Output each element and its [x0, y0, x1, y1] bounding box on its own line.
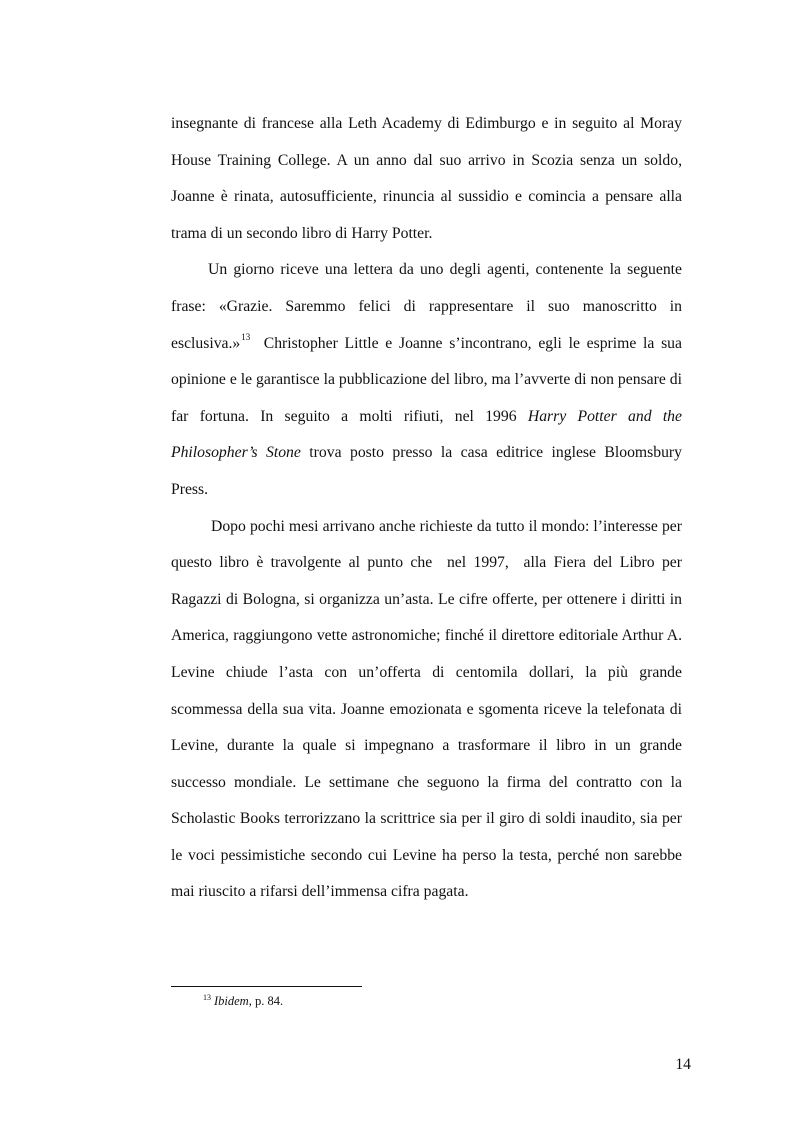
footnote	[203, 993, 283, 1009]
paragraph-2	[171, 252, 686, 508]
page-number: 14	[675, 1056, 691, 1073]
paragraph-2-text-b: Christopher Little e Joanne s’incontrano, egli le esprime la sua opinione e le garantisce la pubblicazione del libro, ma l’avverte di non pensare di far fortuna. In seguito a molti rifiuti, nel 1996	[171, 334, 686, 425]
body-text	[171, 106, 686, 911]
book-title: Harry Potter and the Philosopher’s Stone	[171, 407, 682, 462]
paragraph-3: Dopo pochi mesi arrivano anche richieste da tutto il mondo: l’interesse per questo libro è travolgente al punto che nel 1997, alla Fiera del Libro per Ragazzi di Bologna, si organizza un’asta. Le cifre offerte, per ottenere i diritti in America, raggiungono vette astronomiche; finché il direttore editoriale Arthur A. Levine chiude l’asta con un’offerta di centomila dollari, la più grande scommessa della sua vita. Joanne emozionata e sgomenta riceve la telefonata di Levine, durante la quale si impegnano a trasformare il libro in un grande successo mondiale. Le settimane che seguono la firma del contratto con la Scholastic Books terrorizzano la scrittrice sia per il giro di soldi inaudito, sia per le voci pessimistiche secondo cui Levine ha perso la testa, perché non sarebbe mai riuscito a rifarsi dell’immensa cifra pagata.	[171, 517, 686, 901]
paragraph-2-text-a: Un giorno riceve una lettera da uno degli agenti, contenente la seguente frase: «Grazie. Saremmo felici di rappresentare il suo manoscritto in esclusiva.»	[171, 261, 682, 352]
footnote-reference[interactable]: 13	[241, 331, 251, 342]
paragraph-2-text-c: trova posto presso la casa editrice inglese Bloomsbury Press.	[171, 444, 682, 498]
footnote-page: , p. 84.	[248, 994, 284, 1008]
footnote-number: 13	[203, 993, 211, 1002]
footnote-source: Ibidem	[214, 994, 249, 1008]
paragraph-1: insegnante di francese alla Leth Academy di Edimburgo e in seguito al Moray House Training College. A un anno dal suo arrivo in Scozia senza un soldo, Joanne è rinata, autosufficiente, rinuncia al sussidio e comincia a pensare alla trama di un secondo libro di Harry Potter.	[171, 115, 682, 242]
footnote-separator	[171, 986, 362, 987]
